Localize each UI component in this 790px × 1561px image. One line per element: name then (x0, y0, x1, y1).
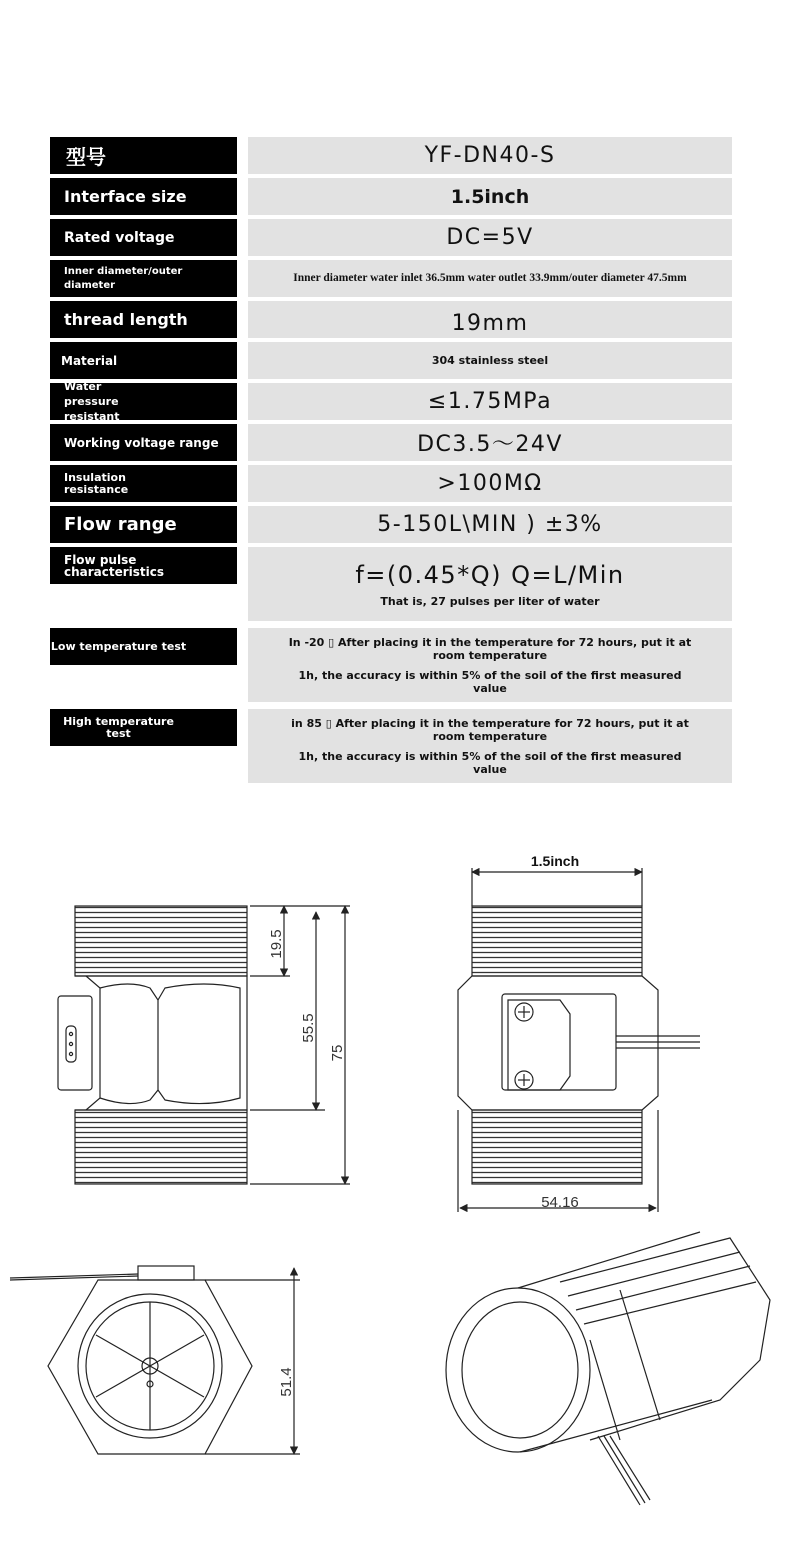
label-flow-range: Flow range (50, 506, 237, 543)
label-working-voltage: Working voltage range (50, 424, 237, 461)
value-interface-size: 1.5inch (248, 178, 732, 215)
label-flow-pulse: Flow pulse characteristics (50, 547, 237, 584)
label-interface-size: Interface size (50, 178, 237, 215)
dim-interface-label: 1.5inch (530, 853, 580, 869)
side-view-drawing (58, 906, 350, 1184)
label-high-temp: High temperature test (50, 709, 237, 746)
label-thread-length: thread length (50, 301, 237, 338)
flow-pulse-formula: f=(0.45*Q) Q=L/Min (355, 560, 625, 589)
value-insulation: >100MΩ (248, 465, 732, 502)
dim-thread-length: 19.5 (268, 929, 285, 959)
value-model: YF-DN40-S (248, 137, 732, 174)
value-working-voltage: DC3.5～24V (248, 424, 732, 461)
label-model: 型号 (50, 137, 237, 174)
dim-total-length: 75 (329, 1044, 346, 1062)
label-diameter: Inner diameter/outer diameter (50, 260, 237, 297)
dim-end-height: 51.4 (278, 1367, 295, 1397)
value-diameter: Inner diameter water inlet 36.5mm water outlet 33.9mm/outer diameter 47.5mm (248, 260, 732, 297)
dim-hex-length: 55.5 (300, 1013, 317, 1043)
dim-body-width: 54.16 (541, 1194, 579, 1211)
label-water-pressure: Water pressure resistant (50, 383, 237, 420)
front-view-drawing (458, 853, 700, 1212)
high-temp-line2: 1h, the accuracy is within 5% of the soil of the first measured value (298, 749, 682, 776)
value-flow-pulse (248, 547, 732, 621)
low-temp-line2: 1h, the accuracy is within 5% of the soil of the first measured value (298, 668, 682, 695)
value-flow-range: 5-150L\MIN ) ±3% (248, 506, 732, 543)
end-view-drawing (10, 1266, 300, 1454)
flow-pulse-note: That is, 27 pulses per liter of water (380, 594, 600, 608)
isometric-view-drawing (446, 1232, 770, 1505)
label-rated-voltage: Rated voltage (50, 219, 237, 256)
label-material: Material (50, 342, 237, 379)
label-insulation: Insulation resistance (50, 465, 237, 502)
value-rated-voltage: DC=5V (248, 219, 732, 256)
high-temp-line1: in 85 ▯ After placing it in the temperature for 72 hours, put it at room temperature (291, 716, 689, 743)
label-low-temp: Low temperature test (50, 628, 237, 665)
value-low-temp (248, 628, 732, 702)
value-water-pressure: ≤1.75MPa (248, 383, 732, 420)
value-high-temp (248, 709, 732, 783)
value-material: 304 stainless steel (248, 342, 732, 379)
value-thread-length: 19mm (248, 301, 732, 338)
low-temp-line1: In -20 ▯ After placing it in the temperature for 72 hours, put it at room temperature (288, 635, 692, 662)
